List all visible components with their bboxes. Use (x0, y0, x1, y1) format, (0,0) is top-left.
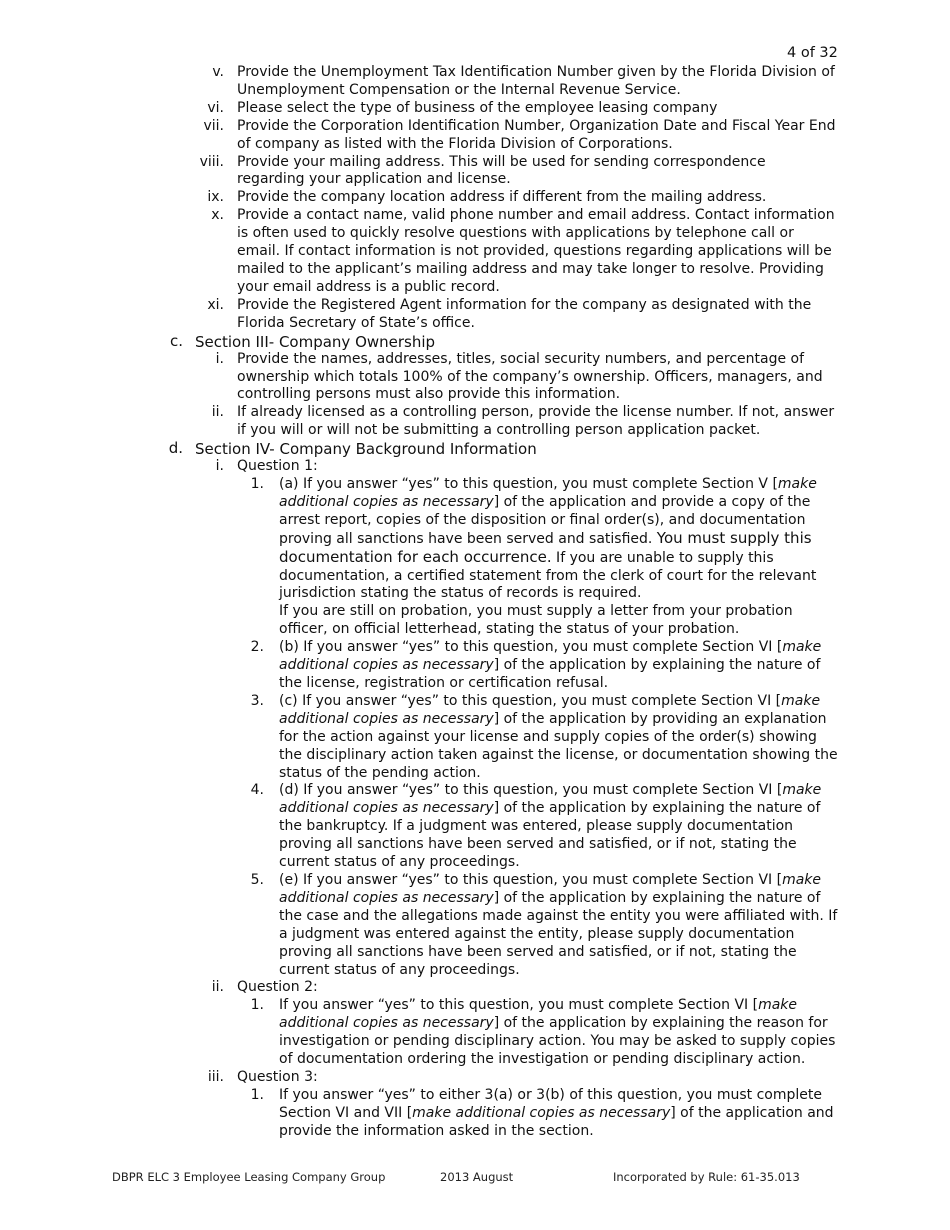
list-item: 1. (a) If you answer “yes” to this question, you must complete Section V [make additional copies as necessary] of the application and provide a copy of the arrest report, copies of the disposition or final order(s), and documentation proving all sanctions have been served and satisfied. You must supply this documentation for each occurrence. If you are unable to supply this documentation, a certified statement from the clerk of court for the relevant jurisdiction stating the status of records is required. (250, 476, 817, 602)
footer-form-id: DBPR ELC 3 Employee Leasing Company Group (112, 1170, 386, 1184)
list-item: viii. Provide your mailing address. This will be used for sending correspondence regarding your application and license. (199, 153, 766, 188)
section-heading: d. Section IV- Company Background Information (168, 439, 537, 459)
document-body (0, 64, 950, 1141)
list-item: v. Provide the Unemployment Tax Identification Number given by the Florida Division of Unemployment Compensation or the Internal Revenue Service. (212, 64, 835, 98)
list-item: vi. Please select the type of business of the employee leasing company (207, 99, 718, 116)
question-heading: iii. Question 3: (207, 1068, 318, 1085)
list-item: 4. (d) If you answer “yes” to this question, you must complete Section VI [make additional copies as necessary] of the application by explaining the nature of the bankruptcy. If a judgment was entered, please supply documentation proving all sanctions have been served and satisfied, or if not, stating the current status of any proceedings. (250, 782, 822, 871)
list-item: ix. Provide the company location address if different from the mailing address. (207, 189, 767, 206)
list-item: x. Provide a contact name, valid phone number and email address. Contact information is often used to quickly resolve questions with applications by telephone call or email. If contact information is not provided, questions regarding applications will be mailed to the applicant’s mailing address and may take longer to resolve. Providing your email address is a public record. (211, 207, 835, 295)
list-item: 1. If you answer “yes” to either 3(a) or 3(b) of this question, you must complete Section VI and VII [make additional copies as necessary] of the application and provide the information asked in the section. (250, 1086, 834, 1139)
footer-date: 2013 August (440, 1170, 514, 1184)
list-item: 5. (e) If you answer “yes” to this question, you must complete Section VI [make additional copies as necessary] of the application by explaining the nature of the case and the allegations made against the entity you were affiliated with. If a judgment was entered against the entity, please supply documentation proving all sanctions have been served and satisfied, or if not, stating the current status of any proceedings. (250, 871, 838, 978)
footer-rule: Incorporated by Rule: 61-35.013 (613, 1170, 800, 1184)
list-item: vii. Provide the Corporation Identification Number, Organization Date and Fiscal Year End of company as listed with the Florida Division of Corporations. (203, 117, 836, 152)
question-heading: ii. Question 2: (211, 979, 318, 996)
page-number: 4 of 32 (787, 45, 838, 61)
list-item: 1. If you answer “yes” to this question, you must complete Section VI [make additional copies as necessary] of the application by explaining the reason for investigation or pending disciplinary action. You may be asked to supply copies of documentation ordering the investigation or pending disciplinary action. (250, 997, 836, 1068)
list-item: xi. Provide the Registered Agent information for the company as designated with the Florida Secretary of State’s office. (207, 296, 812, 331)
question-heading: i. Question 1: (215, 458, 318, 475)
list-item: 2. (b) If you answer “yes” to this question, you must complete Section VI [make additional copies as necessary] of the application by explaining the nature of the license, registration or certification refusal. (250, 639, 822, 691)
emphasis-text: You must supply this documentation for each occurrence. (279, 528, 812, 566)
continuation-paragraph: If you are still on probation, you must supply a letter from your probation officer, on official letterhead, stating the status of your probation. (279, 603, 793, 638)
section-heading: c. Section III- Company Ownership (169, 331, 436, 351)
page-footer (0, 1170, 950, 1186)
list-item: i. Provide the names, addresses, titles, social security numbers, and percentage of ownership which totals 100% of the company’s ownership. Officers, managers, and controlling persons must also provide this information. (215, 350, 823, 403)
list-item: 3. (c) If you answer “yes” to this question, you must complete Section VI [make additional copies as necessary] of the application by providing an explanation for the action against your license and supply copies of the order(s) showing the disciplinary action taken against the license, or documentation showing the status of the pending action. (250, 692, 838, 781)
list-item: ii. If already licensed as a controlling person, provide the license number. If not, answer if you will or will not be submitting a controlling person application packet. (211, 404, 835, 439)
